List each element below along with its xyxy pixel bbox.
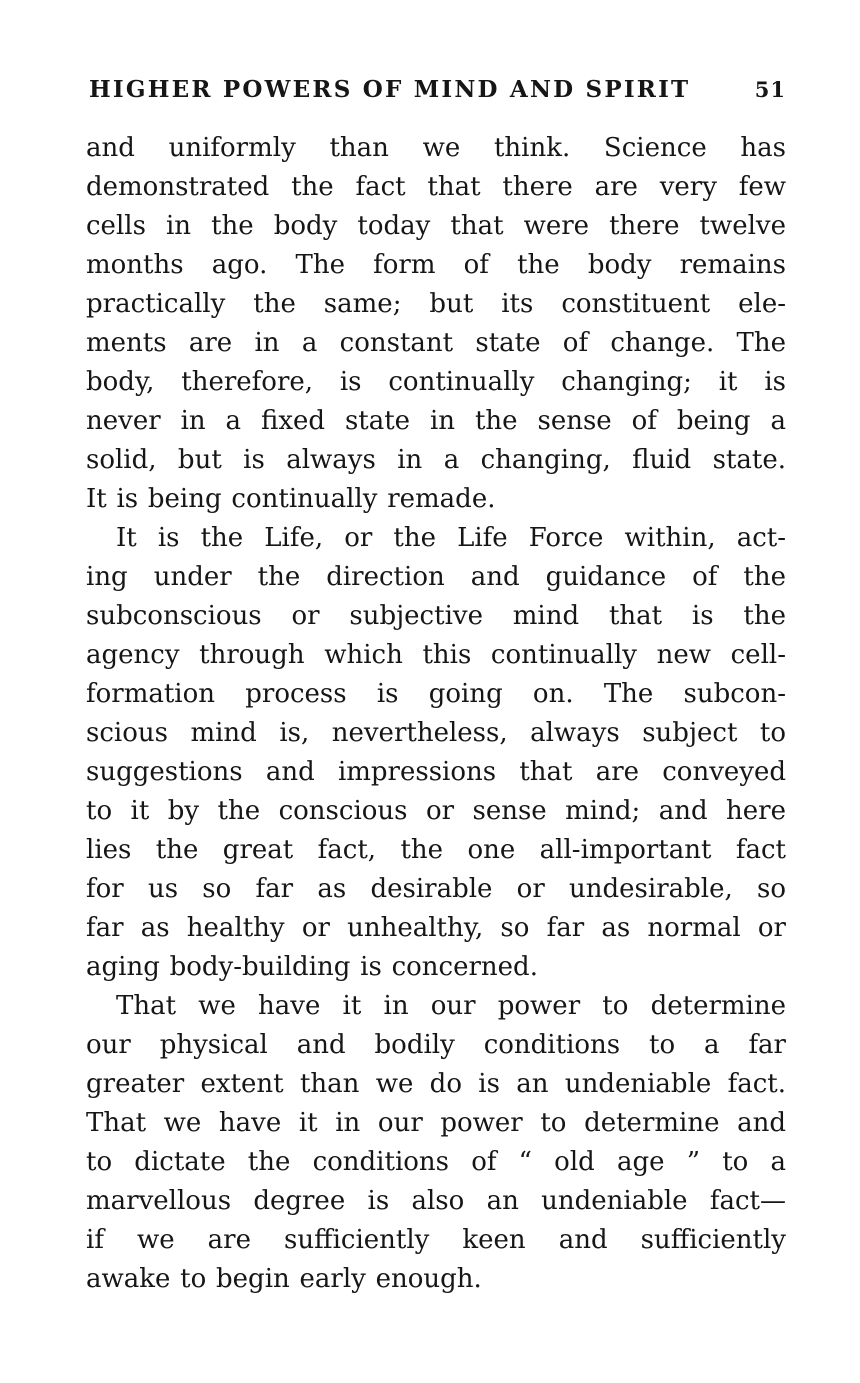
text-line: cells in the body today that were there twelve [86,211,786,241]
text-line: aging body-building is concerned. [86,952,538,982]
text-line: lies the great fact, the one all-important fact [86,835,786,865]
text-line: ments are in a constant state of change. The [86,328,786,358]
text-line: ing under the direction and guidance of the [86,562,786,592]
text-line: subconscious or subjective mind that is the [86,601,786,631]
text-line: suggestions and impressions that are conveyed [86,757,786,787]
text-line: It is being continually remade. [86,484,496,514]
paragraph [86,987,786,1299]
text-line: marvellous degree is also an undeniable fact— [86,1186,786,1216]
text-line: our physical and bodily conditions to a far [86,1030,786,1060]
text-line: solid, but is always in a changing, fluid state. [86,445,786,475]
paragraph [86,129,786,519]
text-line: That we have it in our power to determine and [86,1108,786,1138]
text-line: demonstrated the fact that there are very few [86,172,786,202]
text-line: months ago. The form of the body remains [86,250,786,280]
paragraph [86,519,786,987]
text-line: practically the same; but its constituent ele- [86,289,786,319]
text-line: for us so far as desirable or undesirable, so [86,874,786,904]
text-line: body, therefore, is continually changing; it is [86,367,786,397]
text-line: to dictate the conditions of “ old age ” to a [86,1147,786,1177]
text-line: and uniformly than we think. Science has [86,133,786,163]
page-number: 51 [754,77,786,102]
text-line: awake to begin early enough. [86,1264,482,1294]
text-line: agency through which this continually new cell- [86,640,786,670]
running-header [89,76,786,103]
text-line: far as healthy or unhealthy, so far as normal or [86,913,786,943]
text-line: if we are sufficiently keen and sufficiently [86,1225,786,1255]
text-line: That we have it in our power to determine [116,991,786,1021]
running-header-title: HIGHER POWERS OF MIND AND SPIRIT [89,76,691,103]
page-body [86,129,786,1299]
text-line: greater extent than we do is an undeniable fact. [86,1069,786,1099]
text-line: never in a fixed state in the sense of being a [86,406,786,436]
text-line: to it by the conscious or sense mind; and here [86,796,786,826]
text-line: scious mind is, nevertheless, always subject to [86,718,786,748]
text-line: formation process is going on. The subcon- [86,679,786,709]
text-line: It is the Life, or the Life Force within, act- [116,523,786,553]
